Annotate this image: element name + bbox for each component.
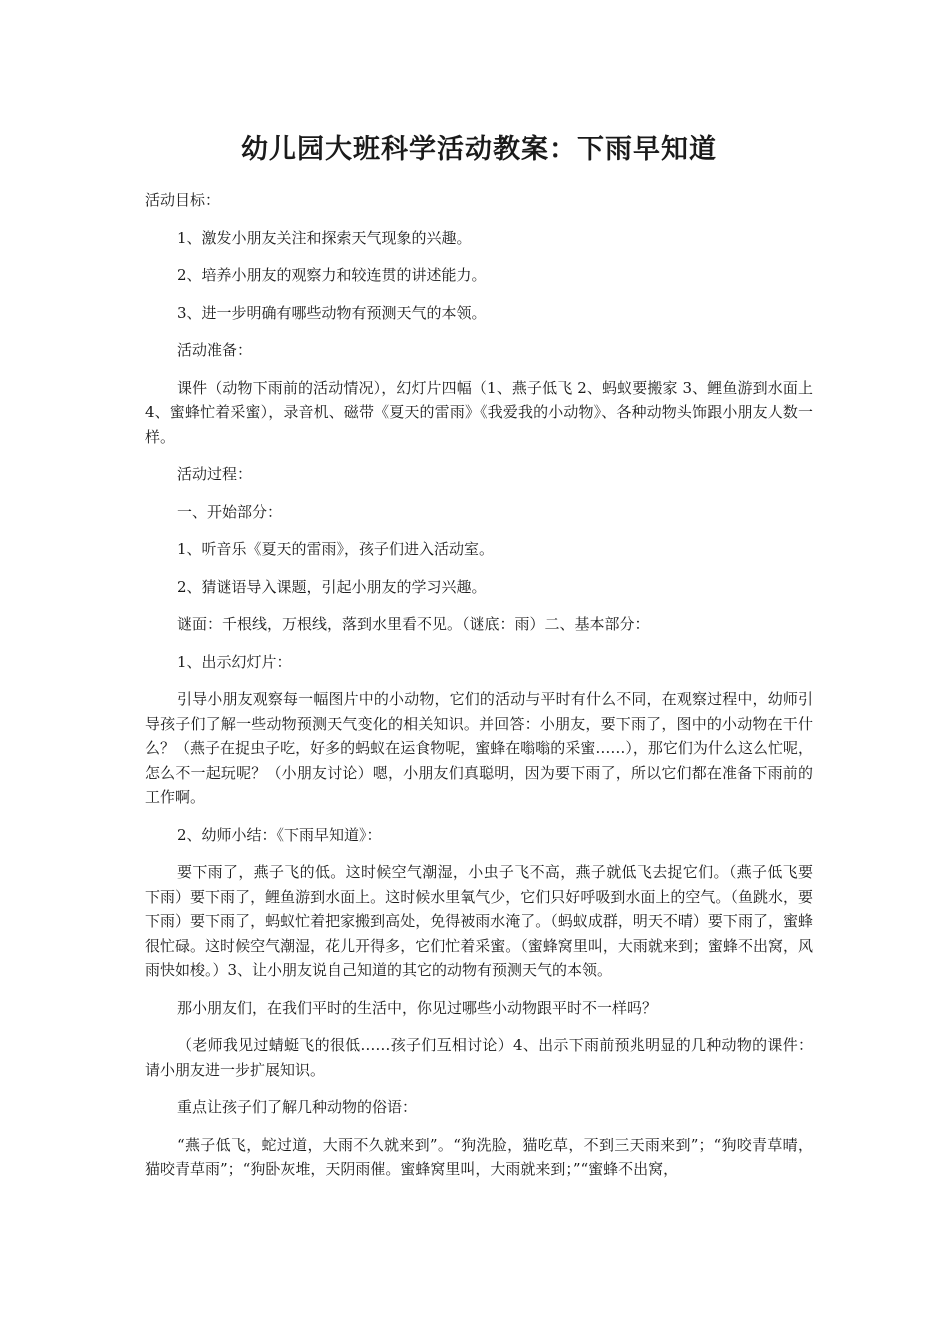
paragraph: 1、出示幻灯片： <box>177 652 292 671</box>
paragraph: （老师我见过蜻蜓飞的很低……孩子们互相讨论）4、出示下雨前预兆明显的几种动物的课件：请小朋友进一步扩展知识。 <box>145 1036 813 1079</box>
paragraph: 活动过程： <box>177 465 253 483</box>
document-page <box>145 132 813 1195</box>
paragraph: 2、培养小朋友的观察力和较连贯的讲述能力。 <box>177 266 487 284</box>
paragraph: 2、幼师小结：《下雨早知道》： <box>177 825 382 844</box>
paragraph: 2、猜谜语导入课题，引起小朋友的学习兴趣。 <box>177 577 487 596</box>
paragraph: 重点让孩子们了解几种动物的俗语： <box>177 1098 418 1116</box>
paragraph: 1、激发小朋友关注和探索天气现象的兴趣。 <box>177 228 472 247</box>
paragraph: 那小朋友们，在我们平时的生活中，你见过哪些小动物跟平时不一样吗？ <box>177 998 658 1017</box>
paragraph: 1、听音乐《夏天的雷雨》，孩子们进入活动室。 <box>177 540 495 558</box>
paragraph: 谜面：千根线，万根线，落到水里看不见。（谜底：雨）二、基本部分： <box>177 615 650 633</box>
paragraph: 3、进一步明确有哪些动物有预测天气的本领。 <box>177 303 487 322</box>
paragraph: 活动准备： <box>177 341 253 359</box>
paragraph: “燕子低飞，蛇过道，大雨不久就来到”。“狗洗脸，猫吃草，不到三天雨来到”；“狗咬青草晴，猫咬青草雨”；“狗卧灰堆，天阴雨催。蜜蜂窝里叫，大雨就来到；”“蜜蜂不出窝， <box>145 1135 813 1178</box>
paragraph: 引导小朋友观察每一幅图片中的小动物，它们的活动与平时有什么不同，在观察过程中，幼师引导孩子们了解一些动物预测天气变化的相关知识。并回答：小朋友，要下雨了，图中的小动物在干什么？（燕子在捉虫子吃，好多的蚂蚁在运食物呢，蜜蜂在嗡嗡的采蜜……），那它们为什么这么忙呢，怎么不一起玩呢？（小朋友讨论）嗯，小朋友们真聪明，因为要下雨了，所以它们都在准备下雨前的工作啊。 <box>145 690 813 806</box>
paragraph: 要下雨了，燕子飞的低。这时候空气潮湿，小虫子飞不高，燕子就低飞去捉它们。（燕子低飞要下雨）要下雨了，鲤鱼游到水面上。这时候水里氧气少，它们只好呼吸到水面上的空气。（鱼跳水，要下雨）要下雨了，蚂蚁忙着把家搬到高处，免得被雨水淹了。（蚂蚁成群，明天不晴）要下雨了，蜜蜂很忙碌。这时候空气潮湿，花儿开得多，它们忙着采蜜。（蜜蜂窝里叫，大雨就来到；蜜蜂不出窝，风雨快如梭。）3、让小朋友说自己知道的其它的动物有预测天气的本领。 <box>145 863 813 979</box>
document-body <box>145 188 813 1182</box>
paragraph: 活动目标： <box>145 191 221 209</box>
document-title: 幼儿园大班科学活动教案：下雨早知道 <box>241 134 717 165</box>
paragraph: 课件（动物下雨前的活动情况），幻灯片四幅（1、燕子低飞 2、蚂蚁要搬家 3、鲤鱼游到水面上 4、蜜蜂忙着采蜜），录音机、磁带《夏天的雷雨》《我爱我的小动物》、各种动物头饰跟小朋友人数一样。 <box>145 378 813 446</box>
paragraph: 一、开始部分： <box>177 502 283 521</box>
